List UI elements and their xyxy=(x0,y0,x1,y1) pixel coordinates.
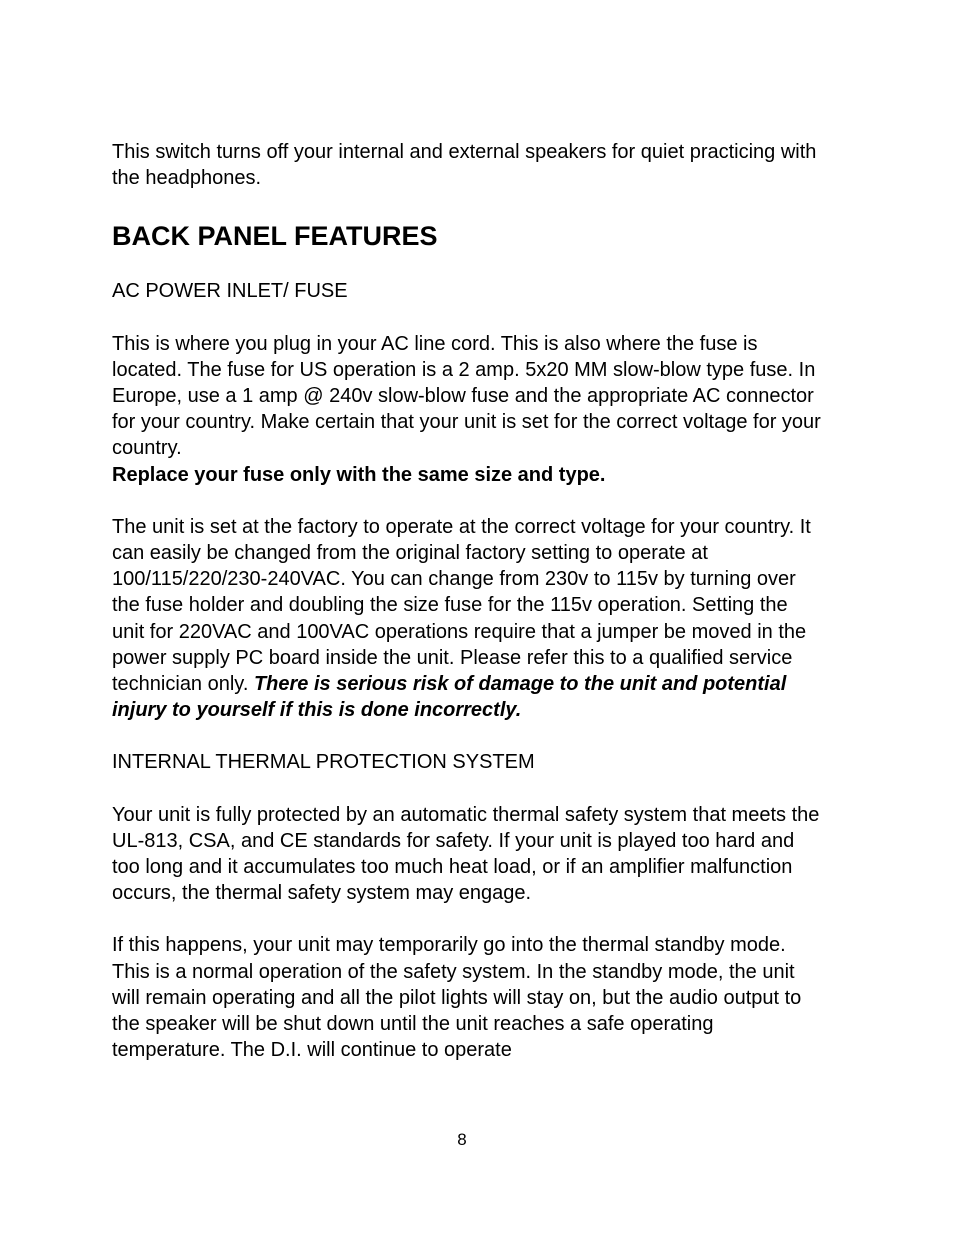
page-number: 8 xyxy=(457,1130,467,1149)
section-heading: BACK PANEL FEATURES xyxy=(112,221,438,252)
ac-power-paragraph: This is where you plug in your AC line cord. This is also where the fuse is located. The fuse for US operation is a 2 amp. 5x20 MM slow-blow type fuse. In Europe, use a 1 amp @ 240v slow-blow fuse and the appropriate AC connector for your country. Make certain that your unit is set for the correct voltage for your country. xyxy=(112,332,821,460)
thermal-paragraph-1: Your unit is fully protected by an automatic thermal safety system that meets the UL-813, CSA, and CE standards for safety. If your unit is played too hard and too long and it accumulates too much heat load, or if an amplifier malfunction occurs, the thermal safety system may engage. xyxy=(112,803,820,905)
thermal-paragraph-2: If this happens, your unit may temporarily go into the thermal standby mode. This is a normal operation of the safety system. In the standby mode, the unit will remain operating and all the pilot lights will stay on, but the audio output to the speaker will be shut down until the unit reaches a safe operating temperature. The D.I. will continue to operate xyxy=(112,934,802,1062)
voltage-paragraph-text: The unit is set at the factory to operate at the correct voltage for your country. It can easily be changed from the original factory setting to operate at 100/115/220/230-240VAC. You can change from 230v to 115v by turning over the fuse holder and doubling the size fuse for the 115v operation. Setting the unit for 220VAC and 100VAC operations require that a jumper be moved in the power supply PC board inside the unit. Please refer this to a qualified service technician only. xyxy=(112,515,811,696)
ac-power-subheading: AC POWER INLET/ FUSE xyxy=(112,280,348,303)
thermal-subheading: INTERNAL THERMAL PROTECTION SYSTEM xyxy=(112,751,535,774)
fuse-replacement-note: Replace your fuse only with the same size and type. xyxy=(112,463,606,486)
voltage-paragraph xyxy=(112,514,824,724)
voltage-warning: There is serious risk of damage to the unit and potential injury to yourself if this is done incorrectly. xyxy=(112,673,787,722)
intro-paragraph: This switch turns off your internal and external speakers for quiet practicing with the headphones. xyxy=(112,141,817,190)
document-page xyxy=(112,139,824,1063)
